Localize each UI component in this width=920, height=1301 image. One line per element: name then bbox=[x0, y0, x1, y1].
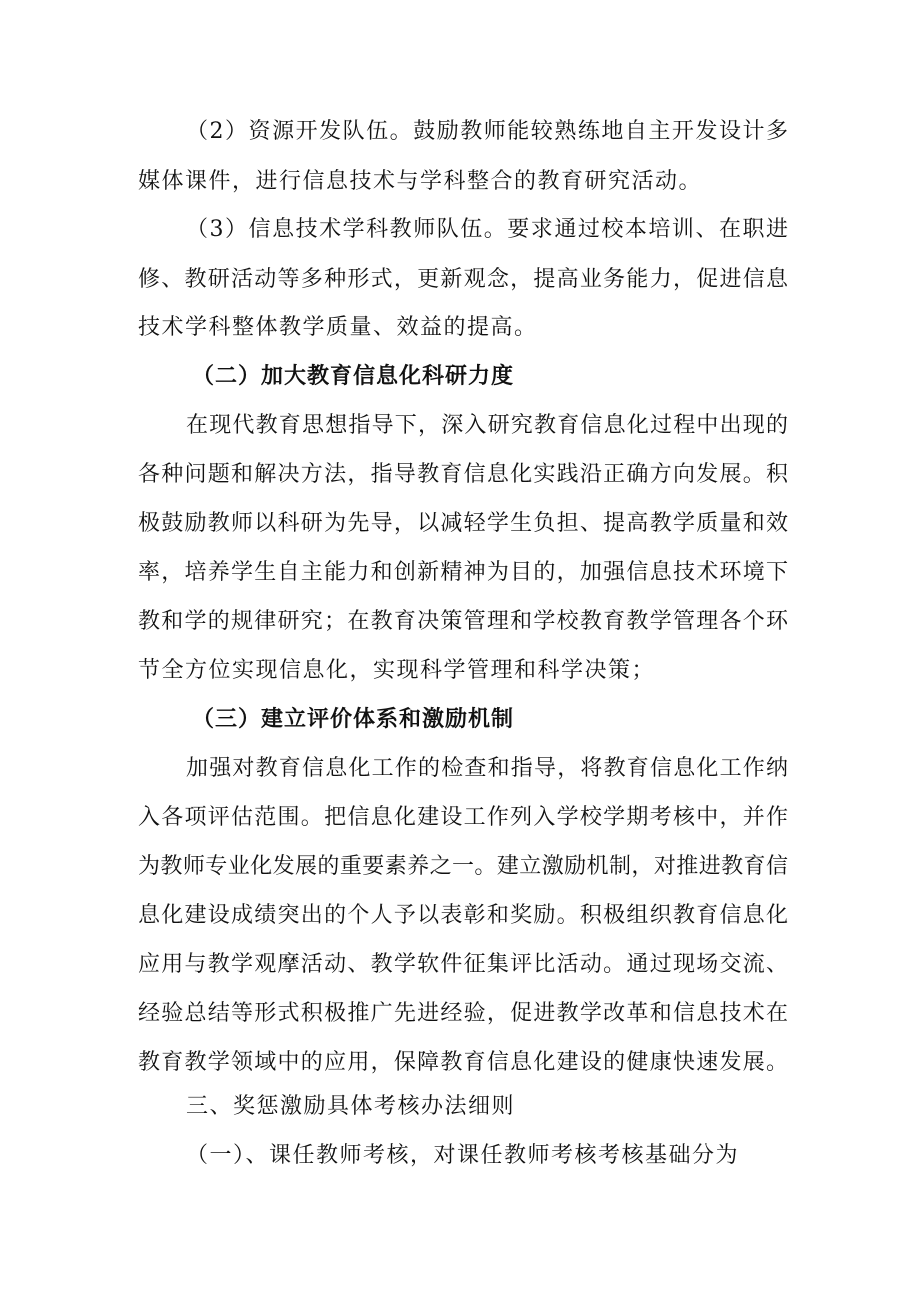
para-research-line-4: 率，培养学生自主能力和创新精神为目的，加强信息技术环境下 bbox=[138, 560, 788, 585]
para-it-teachers-line-1: （3）信息技术学科教师队伍。要求通过校本培训、在职进 bbox=[186, 217, 788, 242]
para-evaluation-line-4: 息化建设成绩突出的个人予以表彰和奖励。积极组织教育信息化 bbox=[138, 903, 788, 928]
para-evaluation-line-7: 教育教学领域中的应用，保障教育信息化建设的健康快速发展。 bbox=[138, 1050, 788, 1075]
para-research-line-6: 节全方位实现信息化，实现科学管理和科学决策； bbox=[138, 658, 656, 683]
para-evaluation-line-1: 加强对教育信息化工作的检查和指导，将教育信息化工作纳 bbox=[186, 756, 788, 781]
heading-evaluation: （三）建立评价体系和激励机制 bbox=[192, 707, 515, 732]
para-evaluation-line-2: 入各项评估范围。把信息化建设工作列入学校学期考核中，并作 bbox=[138, 805, 788, 830]
para-resource-team-line-1: （2）资源开发队伍。鼓励教师能较熟练地自主开发设计多 bbox=[186, 119, 788, 144]
subsection-1-title: （一）、课任教师考核，对课任教师考核考核基础分为 bbox=[186, 1143, 740, 1168]
heading-research: （二）加大教育信息化科研力度 bbox=[192, 364, 515, 389]
para-evaluation-line-5: 应用与教学观摩活动、教学软件征集评比活动。通过现场交流、 bbox=[138, 952, 788, 977]
para-research-line-1: 在现代教育思想指导下，深入研究教育信息化过程中出现的 bbox=[186, 413, 788, 438]
para-evaluation-line-3: 为教师专业化发展的重要素养之一。建立激励机制，对推进教育信 bbox=[138, 854, 788, 879]
section-3-title: 三、奖惩激励具体考核办法细则 bbox=[186, 1094, 516, 1119]
para-it-teachers-line-3: 技术学科整体教学质量、效益的提高。 bbox=[138, 315, 538, 340]
para-evaluation-line-6: 经验总结等形式积极推广先进经验，促进教学改革和信息技术在 bbox=[138, 1001, 788, 1026]
para-research-line-3: 极鼓励教师以科研为先导，以减轻学生负担、提高教学质量和效 bbox=[138, 511, 788, 536]
para-it-teachers-line-2: 修、教研活动等多种形式，更新观念，提高业务能力，促进信息 bbox=[138, 267, 788, 292]
para-research-line-5: 教和学的规律研究；在教育决策管理和学校教育教学管理各个环 bbox=[138, 609, 788, 634]
para-resource-team-line-2: 媒体课件，进行信息技术与学科整合的教育研究活动。 bbox=[138, 169, 703, 194]
para-research-line-2: 各种问题和解决方法，指导教育信息化实践沿正确方向发展。积 bbox=[138, 462, 788, 487]
